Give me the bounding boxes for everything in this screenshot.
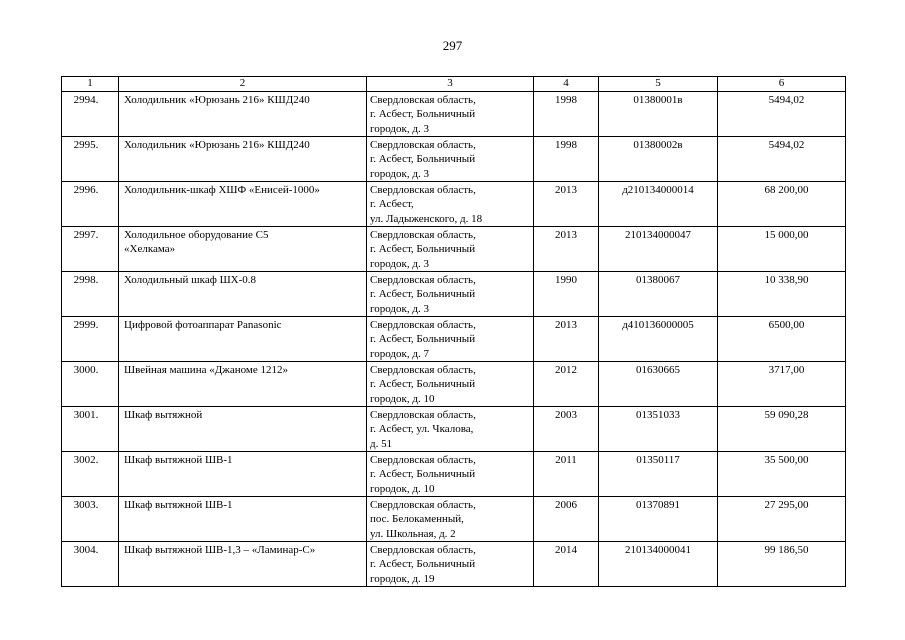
table-row: [62, 137, 846, 182]
address-cell-line: пос. Белокаменный,: [370, 513, 464, 526]
item-name-cell: [119, 317, 367, 362]
value-cell: 27 295,00: [718, 497, 846, 542]
inventory-number-cell: д410136000005: [599, 317, 718, 362]
column-header: 6: [718, 77, 846, 92]
year-cell: 1998: [534, 92, 599, 137]
item-name-cell-line: Цифровой фотоаппарат Panasonic: [124, 319, 282, 331]
row-number-cell: 2998.: [62, 272, 119, 317]
header-row: [62, 77, 846, 92]
year-cell: 2014: [534, 542, 599, 587]
address-cell-line: Свердловская область,: [370, 544, 476, 556]
value-cell: 10 338,90: [718, 272, 846, 317]
table-row: [62, 317, 846, 362]
address-cell-line: г. Асбест, Больничный: [370, 288, 476, 301]
row-number-cell: 2997.: [62, 227, 119, 272]
address-cell-line: Свердловская область,: [370, 499, 476, 511]
year-cell: 2003: [534, 407, 599, 452]
inventory-number-cell: 01351033: [599, 407, 718, 452]
value-cell: 5494,02: [718, 137, 846, 182]
item-name-cell: [119, 542, 367, 587]
item-name-cell: [119, 407, 367, 452]
address-cell-line: г. Асбест, Больничный: [370, 243, 476, 256]
row-number-cell: 3004.: [62, 542, 119, 587]
inventory-number-cell: 01380002в: [599, 137, 718, 182]
address-cell-line: ул. Школьная, д. 2: [370, 527, 456, 540]
address-cell: [367, 317, 534, 362]
address-cell: [367, 137, 534, 182]
address-cell-line: городок, д. 19: [370, 572, 435, 585]
year-cell: 2011: [534, 452, 599, 497]
address-cell-line: Свердловская область,: [370, 139, 476, 151]
column-header: 2: [119, 77, 367, 92]
column-header: 5: [599, 77, 718, 92]
item-name-cell-line: Холодильный шкаф ШХ-0.8: [124, 274, 257, 286]
column-header: 1: [62, 77, 119, 92]
address-cell-line: городок, д. 3: [370, 122, 429, 135]
address-cell-line: г. Асбест, Больничный: [370, 153, 476, 166]
address-cell-line: Свердловская область,: [370, 454, 476, 466]
inventory-number-cell: д210134000014: [599, 182, 718, 227]
address-cell-line: г. Асбест,: [370, 198, 414, 211]
address-cell-line: Свердловская область,: [370, 364, 476, 376]
value-cell: 6500,00: [718, 317, 846, 362]
item-name-cell-line: Шкаф вытяжной ШВ-1,3 – «Ламинар-С»: [124, 544, 316, 556]
item-name-cell-line: Шкаф вытяжной: [124, 409, 203, 421]
row-number-cell: 2999.: [62, 317, 119, 362]
item-name-cell-line: Шкаф вытяжной ШВ-1: [124, 499, 233, 511]
address-cell-line: Свердловская область,: [370, 274, 476, 286]
table-row: [62, 272, 846, 317]
column-header: 4: [534, 77, 599, 92]
address-cell-line: городок, д. 10: [370, 392, 435, 405]
value-cell: 3717,00: [718, 362, 846, 407]
table-row: [62, 227, 846, 272]
address-cell-line: Свердловская область,: [370, 319, 476, 331]
address-cell-line: Свердловская область,: [370, 94, 476, 106]
row-number-cell: 3001.: [62, 407, 119, 452]
address-cell-line: г. Асбест, ул. Чкалова,: [370, 423, 474, 436]
table-row: [62, 362, 846, 407]
address-cell-line: Свердловская область,: [370, 409, 476, 421]
item-name-cell-line: Холодильник «Юрюзань 216» КШД240: [124, 94, 310, 106]
address-cell: [367, 227, 534, 272]
table-row: [62, 182, 846, 227]
table-row: [62, 452, 846, 497]
page-number: 297: [442, 38, 463, 53]
address-cell-line: г. Асбест, Больничный: [370, 468, 476, 481]
address-cell-line: городок, д. 3: [370, 302, 429, 315]
item-name-cell: [119, 497, 367, 542]
table-row: [62, 497, 846, 542]
year-cell: 2013: [534, 182, 599, 227]
inventory-number-cell: 01380067: [599, 272, 718, 317]
year-cell: 1998: [534, 137, 599, 182]
address-cell-line: г. Асбест, Больничный: [370, 108, 476, 121]
address-cell-line: городок, д. 3: [370, 167, 429, 180]
address-cell: [367, 407, 534, 452]
item-name-cell: [119, 137, 367, 182]
item-name-cell-line: Холодильное оборудование С5: [124, 229, 269, 241]
address-cell: [367, 92, 534, 137]
value-cell: 15 000,00: [718, 227, 846, 272]
row-number-cell: 3002.: [62, 452, 119, 497]
item-name-cell-line: «Хелкама»: [124, 243, 176, 256]
address-cell-line: г. Асбест, Больничный: [370, 378, 476, 391]
year-cell: 2013: [534, 227, 599, 272]
item-name-cell: [119, 452, 367, 497]
row-number-cell: 2995.: [62, 137, 119, 182]
address-cell-line: Свердловская область,: [370, 184, 476, 196]
row-number-cell: 2996.: [62, 182, 119, 227]
value-cell: 35 500,00: [718, 452, 846, 497]
table-row: [62, 92, 846, 137]
inventory-number-cell: 01380001в: [599, 92, 718, 137]
address-cell: [367, 362, 534, 407]
address-cell: [367, 542, 534, 587]
address-cell-line: Свердловская область,: [370, 229, 476, 241]
address-cell: [367, 497, 534, 542]
item-name-cell: [119, 272, 367, 317]
item-name-cell: [119, 362, 367, 407]
item-name-cell: [119, 182, 367, 227]
year-cell: 2013: [534, 317, 599, 362]
address-cell-line: городок, д. 10: [370, 482, 435, 495]
item-name-cell: [119, 227, 367, 272]
table-row: [62, 542, 846, 587]
address-cell-line: г. Асбест, Больничный: [370, 333, 476, 346]
address-cell-line: д. 51: [370, 437, 393, 450]
item-name-cell-line: Холодильник-шкаф ХШФ «Енисей-1000»: [124, 184, 320, 196]
table-row: [62, 407, 846, 452]
row-number-cell: 3003.: [62, 497, 119, 542]
year-cell: 2006: [534, 497, 599, 542]
item-name-cell: [119, 92, 367, 137]
inventory-number-cell: 210134000041: [599, 542, 718, 587]
year-cell: 2012: [534, 362, 599, 407]
address-cell-line: г. Асбест, Больничный: [370, 558, 476, 571]
address-cell: [367, 182, 534, 227]
item-name-cell-line: Швейная машина «Джаноме 1212»: [124, 364, 288, 376]
value-cell: 99 186,50: [718, 542, 846, 587]
address-cell-line: городок, д. 3: [370, 257, 429, 270]
inventory-number-cell: 01370891: [599, 497, 718, 542]
inventory-number-cell: 210134000047: [599, 227, 718, 272]
address-cell: [367, 272, 534, 317]
value-cell: 68 200,00: [718, 182, 846, 227]
item-name-cell-line: Шкаф вытяжной ШВ-1: [124, 454, 233, 466]
address-cell: [367, 452, 534, 497]
address-cell-line: ул. Ладыженского, д. 18: [370, 212, 483, 225]
column-header: 3: [367, 77, 534, 92]
value-cell: 5494,02: [718, 92, 846, 137]
row-number-cell: 3000.: [62, 362, 119, 407]
address-cell-line: городок, д. 7: [370, 347, 429, 360]
inventory-number-cell: 01350117: [599, 452, 718, 497]
year-cell: 1990: [534, 272, 599, 317]
item-name-cell-line: Холодильник «Юрюзань 216» КШД240: [124, 139, 310, 151]
inventory-number-cell: 01630665: [599, 362, 718, 407]
property-table: [61, 76, 846, 587]
value-cell: 59 090,28: [718, 407, 846, 452]
row-number-cell: 2994.: [62, 92, 119, 137]
